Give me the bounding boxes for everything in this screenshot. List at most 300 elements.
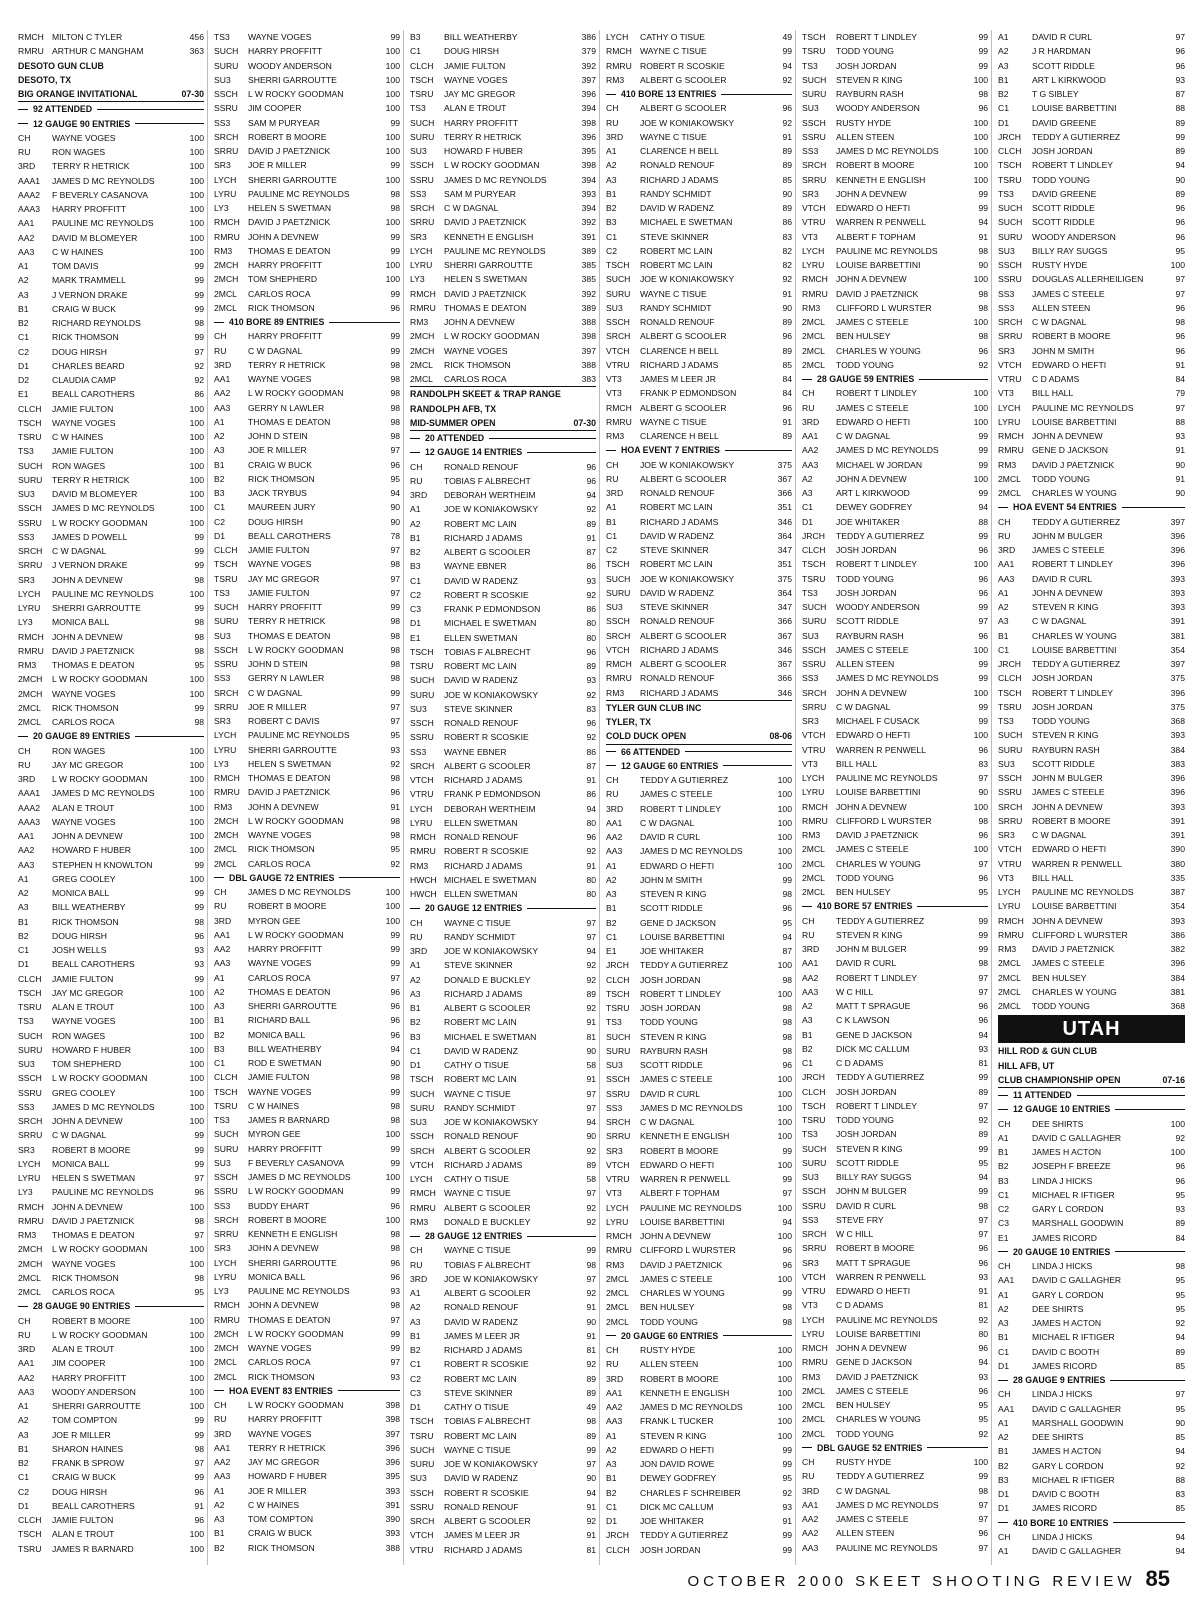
class-code: E1	[606, 946, 617, 956]
class-code: TS3	[802, 60, 818, 71]
score: 96	[782, 1060, 792, 1070]
shooter-name: C W DAGNAL	[52, 1130, 107, 1141]
shooter-name: DAVID C BOOTH	[1032, 1489, 1100, 1499]
class-code: 2MCH	[410, 331, 435, 342]
class-code: RU	[998, 530, 1011, 541]
class-code: E1	[410, 632, 421, 643]
result-row	[214, 173, 400, 187]
score: 96	[978, 1257, 988, 1268]
result-row	[802, 1469, 988, 1483]
shooter-name: BILL HALL	[836, 758, 878, 769]
result-row	[18, 601, 204, 615]
result-row	[410, 1372, 596, 1386]
result-row	[802, 1341, 988, 1355]
result-row	[802, 557, 988, 571]
shooter-name: ALLEN STEEN	[836, 1528, 895, 1539]
score: 94	[1175, 1446, 1185, 1457]
class-code: RM3	[802, 830, 821, 840]
result-row	[802, 30, 988, 44]
shooter-name: W C HILL	[836, 1229, 874, 1239]
score: 89	[782, 345, 792, 356]
shooter-name: JOSH JORDAN	[836, 587, 897, 598]
result-row	[802, 201, 988, 215]
class-code: SSRU	[802, 1200, 826, 1211]
event-date: 07-16	[1162, 1074, 1185, 1085]
shooter-name: FRANK P EDMONDSON	[640, 388, 737, 399]
shooter-name: CLIFFORD L WURSTER	[640, 1245, 736, 1256]
result-row	[410, 301, 596, 315]
result-row	[606, 1101, 792, 1115]
result-row	[410, 1500, 596, 1514]
result-row	[606, 44, 792, 58]
class-code: TSRU	[998, 174, 1022, 185]
shooter-name: ROBERT MC LAIN	[640, 502, 713, 513]
class-code: RU	[18, 1329, 31, 1340]
result-row	[802, 1085, 988, 1099]
shooter-name: BEALL CAROTHERS	[52, 389, 135, 400]
result-row	[998, 1530, 1185, 1544]
result-row	[18, 1442, 204, 1456]
result-row	[802, 586, 988, 600]
result-row	[214, 386, 400, 400]
class-code: A2	[18, 888, 29, 898]
result-row	[214, 842, 400, 856]
class-code: SU3	[410, 703, 427, 714]
result-row	[214, 1541, 400, 1555]
shooter-name: BILL WEATHERBY	[444, 32, 518, 42]
result-row	[410, 344, 596, 358]
score: 90	[1175, 488, 1185, 498]
score: 94	[586, 803, 596, 814]
shooter-name: SCOTT RIDDLE	[1032, 60, 1095, 71]
score: 81	[586, 1031, 596, 1042]
score: 99	[390, 288, 400, 299]
shooter-name: HARRY PROFFITT	[248, 602, 323, 612]
class-code: 2MCL	[410, 374, 433, 384]
score: 99	[782, 1288, 792, 1298]
class-code: LYCH	[606, 32, 629, 42]
score: 100	[1170, 1118, 1185, 1129]
result-row	[214, 415, 400, 429]
shooter-name: THOMAS E DEATON	[52, 1230, 135, 1240]
result-row	[214, 486, 400, 500]
shooter-name: LOUISE BARBETTINI	[1032, 644, 1117, 655]
shooter-name: LOUISE BARBETTINI	[836, 260, 921, 270]
score: 84	[782, 374, 792, 384]
shooter-name: ROBERT B MOORE	[1032, 815, 1111, 826]
result-row	[214, 301, 400, 315]
class-code: RU	[410, 1259, 423, 1270]
result-row	[998, 999, 1185, 1013]
result-row	[214, 771, 400, 785]
result-row	[410, 1015, 596, 1029]
shooter-name: DOUG HIRSH	[52, 1486, 107, 1497]
class-code: 2MCL	[214, 1371, 237, 1382]
class-code: RM3	[214, 245, 233, 256]
class-code: TSCH	[18, 1529, 42, 1540]
shooter-name: GARY L CORDON	[1032, 1460, 1104, 1471]
result-row	[410, 1443, 596, 1457]
result-row	[606, 1486, 792, 1500]
class-code: AA1	[606, 1387, 623, 1398]
score: 49	[782, 32, 792, 42]
shooter-name: MYRON GEE	[248, 1129, 301, 1140]
class-code: A2	[410, 518, 421, 529]
score: 92	[586, 1003, 596, 1013]
result-row	[18, 573, 204, 587]
score: 100	[1170, 1147, 1185, 1157]
result-row	[410, 859, 596, 873]
score: 96	[978, 1528, 988, 1539]
score: 97	[978, 1542, 988, 1553]
result-row	[18, 1200, 204, 1214]
class-code: SURU	[998, 231, 1023, 242]
shooter-name: JOHN A DEVNEW	[836, 1343, 907, 1353]
score: 98	[194, 617, 204, 628]
class-code: CH	[214, 1400, 227, 1410]
score: 98	[978, 302, 988, 313]
class-code: C1	[410, 46, 421, 57]
score: 100	[189, 161, 204, 172]
section-heading: 28 GAUGE 59 ENTRIES	[802, 372, 988, 386]
shooter-name: C W HAINES	[52, 432, 104, 442]
shooter-name: STEVEN R KING	[836, 929, 903, 940]
result-row	[998, 1316, 1185, 1330]
score: 90	[782, 302, 792, 313]
class-code: CLCH	[998, 673, 1022, 684]
result-row	[214, 985, 400, 999]
result-row	[606, 1500, 792, 1514]
class-code: LYRU	[802, 787, 825, 798]
class-code: LYRU	[18, 603, 41, 613]
score: 81	[978, 1300, 988, 1311]
class-code: A2	[998, 1432, 1009, 1442]
score: 84	[1175, 374, 1185, 384]
score: 100	[385, 1214, 400, 1225]
result-row	[214, 999, 400, 1013]
result-row	[802, 1498, 988, 1512]
class-code: SRRU	[18, 560, 43, 571]
class-code: JRCH	[802, 530, 825, 541]
result-row	[998, 1387, 1185, 1401]
score: 90	[1175, 1417, 1185, 1428]
class-code: VT3	[802, 758, 818, 769]
shooter-name: MICHAEL E SWETMAN	[444, 874, 537, 885]
class-code: B2	[18, 318, 29, 328]
result-row	[998, 215, 1185, 229]
shooter-name: C W DAGNAL	[836, 431, 891, 441]
result-row	[214, 30, 400, 44]
shooter-name: CRAIG W BUCK	[248, 1528, 312, 1539]
class-code: A1	[998, 1132, 1009, 1143]
shooter-name: TEDDY A GUTIERREZ	[836, 1471, 925, 1482]
class-code: 2MCL	[410, 359, 433, 370]
score: 93	[782, 1501, 792, 1512]
score: 100	[189, 1002, 204, 1012]
score: 100	[189, 1201, 204, 1212]
score: 364	[777, 530, 792, 541]
class-code: A1	[410, 504, 421, 515]
class-code: C1	[998, 1189, 1009, 1200]
shooter-name: ROBERT R SCOSKIE	[444, 1487, 529, 1498]
class-code: LYRU	[606, 1216, 629, 1227]
class-code: RMCH	[410, 1188, 436, 1199]
score: 89	[1175, 1218, 1185, 1229]
class-code: B1	[998, 1332, 1009, 1343]
result-row	[410, 1215, 596, 1229]
score: 99	[586, 1444, 596, 1455]
score: 92	[586, 504, 596, 515]
score: 96	[978, 1385, 988, 1396]
class-code: SSCH	[606, 616, 630, 627]
result-row	[998, 771, 1185, 785]
score: 99	[194, 531, 204, 542]
score: 95	[1175, 1289, 1185, 1300]
result-row	[410, 30, 596, 44]
class-code: AA2	[18, 845, 35, 856]
result-row	[18, 302, 204, 316]
score: 98	[978, 1200, 988, 1211]
result-row	[18, 459, 204, 473]
shooter-name: RONALD RENOUF	[444, 1131, 519, 1142]
score: 95	[978, 1400, 988, 1410]
result-row	[214, 287, 400, 301]
result-row	[410, 1158, 596, 1172]
shooter-name: MICHAEL E SWETMAN	[444, 1031, 537, 1042]
score: 98	[194, 1443, 204, 1454]
shooter-name: DAVID R CURL	[836, 1200, 897, 1211]
class-code: C1	[998, 644, 1009, 655]
shooter-name: CLIFFORD L WURSTER	[836, 815, 932, 826]
class-code: A2	[998, 46, 1009, 57]
class-code: AA3	[18, 246, 35, 257]
class-code: RU	[214, 345, 227, 356]
score: 100	[777, 775, 792, 785]
score: 98	[782, 889, 792, 899]
score: 89	[586, 518, 596, 529]
shooter-name: WAYNE VOGES	[248, 32, 312, 42]
result-row	[606, 1471, 792, 1485]
shooter-name: LOUISE BARBETTINI	[1032, 901, 1117, 912]
shooter-name: TEDDY A GUTIERREZ	[1032, 516, 1121, 527]
class-code: LYCH	[802, 1314, 825, 1325]
event-name: BIG ORANGE INVITATIONAL	[18, 89, 138, 99]
result-row	[802, 287, 988, 301]
class-code: AAA2	[18, 189, 40, 200]
shooter-name: PAULINE MC REYNOLDS	[836, 1314, 938, 1325]
shooter-name: WARREN R PENWELL	[836, 1271, 926, 1282]
class-code: TSRU	[802, 573, 826, 584]
score: 83	[586, 703, 596, 714]
score: 100	[973, 131, 988, 142]
class-code: CLCH	[802, 1086, 826, 1097]
score: 94	[978, 1357, 988, 1368]
shooter-name: DAVID J PAETZNICK	[444, 217, 527, 228]
result-row	[998, 87, 1185, 101]
class-code: RMCH	[410, 832, 436, 842]
score: 96	[586, 718, 596, 728]
class-code: B2	[998, 89, 1009, 99]
result-row	[18, 915, 204, 929]
class-code: B1	[802, 1029, 813, 1040]
class-code: AAA3	[18, 816, 40, 827]
class-code: A2	[606, 874, 617, 885]
score: 94	[390, 488, 400, 498]
class-code: C1	[606, 1501, 617, 1512]
result-row	[802, 1313, 988, 1327]
score: 96	[390, 302, 400, 313]
shooter-name: RONALD RENOUF	[444, 461, 519, 472]
score: 98	[390, 1100, 400, 1111]
class-code: LYCH	[606, 1202, 629, 1213]
result-row	[606, 101, 792, 115]
class-code: SS3	[18, 531, 35, 542]
class-code: TSCH	[214, 559, 238, 570]
class-code: D2	[18, 375, 29, 385]
class-code: SU3	[410, 146, 427, 156]
shooter-name: C K LAWSON	[836, 1015, 890, 1026]
class-code: AA2	[606, 832, 623, 842]
result-row	[18, 345, 204, 359]
result-row	[998, 386, 1185, 400]
shooter-name: RICHARD J ADAMS	[444, 860, 523, 871]
score: 100	[189, 987, 204, 998]
score: 99	[194, 275, 204, 286]
result-row	[998, 657, 1185, 671]
shooter-name: JIM COOPER	[248, 103, 302, 114]
result-row	[606, 930, 792, 944]
club-heading: HILL ROD & GUN CLUB	[998, 1046, 1098, 1057]
shooter-name: JAMIE FULTON	[248, 1072, 310, 1083]
result-row	[214, 272, 400, 286]
result-row	[18, 1114, 204, 1128]
result-row	[606, 500, 792, 514]
class-code: LYRU	[802, 260, 825, 270]
score: 97	[586, 1459, 596, 1469]
shooter-name: THOMAS E DEATON	[248, 416, 331, 427]
class-code: LY3	[18, 1187, 33, 1198]
score: 96	[194, 1515, 204, 1525]
score: 92	[586, 1516, 596, 1526]
class-code: RU	[802, 1471, 815, 1482]
class-code: A3	[18, 1429, 29, 1440]
class-code: RM3	[410, 1216, 429, 1227]
class-code: RMRU	[410, 302, 436, 313]
result-row	[802, 657, 988, 671]
shooter-name: RAYBURN RASH	[640, 1045, 708, 1056]
shooter-name: STEVEN R KING	[836, 1143, 903, 1154]
class-code: CH	[998, 1118, 1011, 1129]
score: 96	[782, 103, 792, 114]
score: 392	[581, 60, 596, 71]
shooter-name: FRANK P EDMONDSON	[444, 789, 541, 800]
shooter-name: JAMES C STEELE	[836, 317, 909, 327]
class-code: VT3	[606, 374, 622, 384]
shooter-name: JOHN A DEVNEW	[444, 317, 515, 327]
class-code: AA2	[214, 944, 231, 954]
score: 99	[978, 915, 988, 926]
result-row	[214, 1498, 400, 1512]
shooter-name: DAVID C GALLAGHER	[1032, 1132, 1122, 1143]
class-code: SR3	[18, 1144, 35, 1155]
shooter-name: DAVID C GALLAGHER	[1032, 1546, 1122, 1556]
shooter-name: DOUG HIRSH	[444, 46, 499, 57]
class-code: LYCH	[410, 1174, 433, 1184]
class-code: CH	[18, 132, 31, 143]
result-row	[802, 173, 988, 187]
score: 100	[189, 1073, 204, 1084]
shooter-name: RONALD RENOUF	[444, 1501, 519, 1512]
score: 99	[978, 459, 988, 470]
result-row	[410, 1543, 596, 1557]
score: 98	[978, 331, 988, 342]
result-row	[998, 1288, 1185, 1302]
result-row	[18, 1185, 204, 1199]
shooter-name: JOE W KONIAKOWSKY	[640, 117, 735, 128]
result-row	[214, 899, 400, 913]
score: 98	[390, 188, 400, 199]
class-code: SURU	[606, 1045, 631, 1056]
class-code: B3	[606, 217, 617, 228]
shooter-name: DEBORAH WERTHEIM	[444, 490, 536, 500]
score: 100	[189, 1386, 204, 1397]
score: 85	[782, 359, 792, 370]
score: 100	[385, 887, 400, 897]
shooter-name: JOHN M BULGER	[1032, 773, 1103, 783]
class-code: A2	[214, 986, 225, 997]
shooter-name: L W ROCKY GOODMAN	[248, 388, 344, 399]
score: 100	[189, 1401, 204, 1411]
class-code: 3RD	[18, 161, 36, 172]
result-row	[214, 472, 400, 486]
score: 100	[777, 1102, 792, 1113]
result-row	[18, 1271, 204, 1285]
shooter-name: JOSH JORDAN	[836, 1129, 897, 1140]
result-row	[214, 1327, 400, 1341]
shooter-name: ROBERT MC LAIN	[640, 559, 713, 570]
score: 98	[782, 1017, 792, 1028]
score: 99	[978, 1471, 988, 1482]
class-code: A1	[998, 1546, 1009, 1556]
shooter-name: JAMES D POWELL	[52, 531, 128, 542]
result-row	[214, 572, 400, 586]
shooter-name: C W DAGNAL	[1032, 616, 1087, 627]
shooter-name: EDWARD O HEFTI	[836, 416, 911, 427]
shooter-name: TODD YOUNG	[640, 1017, 698, 1028]
class-code: SSCH	[18, 503, 42, 514]
class-code: RMRU	[410, 1202, 436, 1213]
result-row	[410, 517, 596, 531]
class-code: D1	[18, 1500, 29, 1511]
score: 92	[1175, 1318, 1185, 1328]
shooter-name: BEALL CAROTHERS	[248, 530, 331, 541]
result-row	[998, 173, 1185, 187]
shooter-name: JAMIE FULTON	[248, 587, 310, 598]
result-row	[802, 828, 988, 842]
result-row	[214, 230, 400, 244]
class-code: A2	[214, 1499, 225, 1510]
score: 391	[1170, 616, 1185, 627]
class-code: AA3	[802, 459, 819, 470]
result-row	[606, 1015, 792, 1029]
score: 393	[1170, 602, 1185, 612]
page-footer	[687, 1566, 1170, 1592]
score: 100	[973, 559, 988, 570]
shooter-name: LOUISE BARBETTINI	[1032, 416, 1117, 427]
score: 99	[194, 261, 204, 271]
class-code: C3	[410, 1387, 421, 1398]
result-row	[802, 1327, 988, 1341]
